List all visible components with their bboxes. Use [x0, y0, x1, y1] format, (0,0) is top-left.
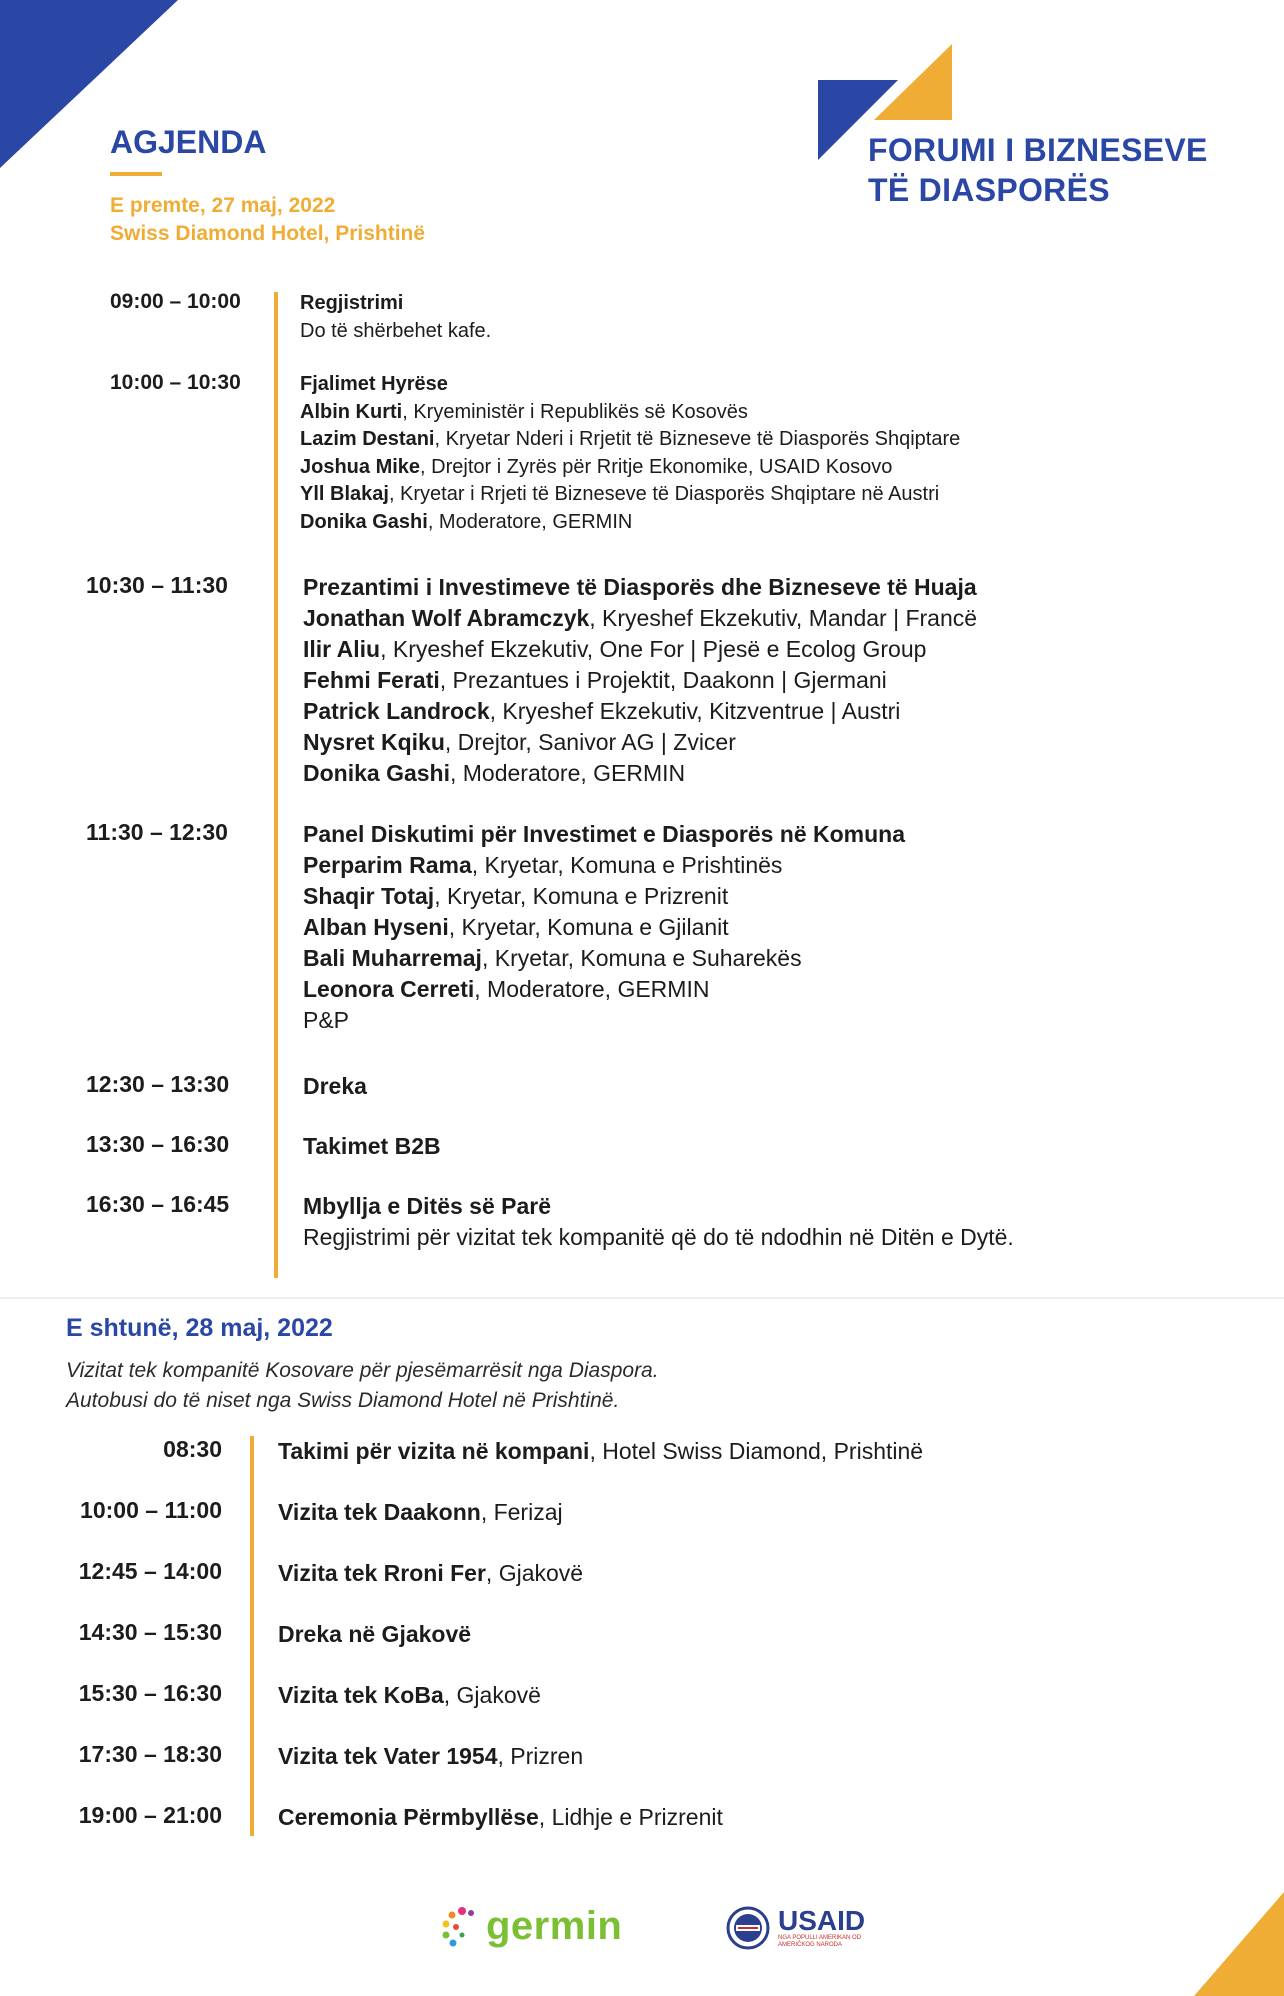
session-line-bold: Albin Kurti — [300, 400, 403, 423]
session-line-text: , Hotel Swiss Diamond, Prishtinë — [589, 1438, 924, 1464]
session-line-text: , Prezantues i Projektit, Daakonn | Gjermani — [439, 667, 887, 693]
session-time: 10:30 – 11:30 — [86, 572, 228, 598]
session-line-bold: Vizita tek Daakonn — [278, 1499, 481, 1525]
germin-logo — [440, 1904, 622, 1949]
session-line-text: , Gjakovë — [485, 1560, 584, 1586]
session-line-bold: Shaqir Totaj — [303, 883, 435, 909]
session-line-text: , Kryetar, Komuna e Prizrenit — [434, 883, 729, 909]
session-time: 12:45 – 14:00 — [78, 1558, 222, 1584]
session-line-text: Do të shërbehet kafe. — [300, 319, 492, 342]
session-line — [303, 1005, 905, 1036]
session-line-bold: Ilir Aliu — [303, 636, 381, 662]
day2-note — [66, 1356, 659, 1416]
session-line — [303, 850, 905, 881]
day1-venue: Swiss Diamond Hotel, Prishtinë — [110, 222, 426, 245]
usaid-logo-text: USAID — [778, 1905, 866, 1936]
session-line-text: , Moderatore, GERMIN — [449, 760, 686, 786]
session-time: 17:30 – 18:30 — [78, 1741, 222, 1767]
session-line-bold: Patrick Landrock — [303, 698, 490, 724]
session-details — [278, 1497, 563, 1528]
session-line-bold: Fehmi Ferati — [303, 667, 440, 693]
session-line-text: , Kryetar Nderi i Rrjetit të Bizneseve të Diasporës Shqiptare — [434, 428, 961, 450]
session-line-text: , Drejtor i Zyrës për Rritje Ekonomike, USAID Kosovo — [420, 455, 893, 478]
session-line-text: , Moderatore, GERMIN — [427, 510, 633, 533]
day2-note-line-1: Vizitat tek kompanitë Kosovare për pjesëmarrësit nga Diaspora. — [66, 1359, 659, 1382]
day2-date: E shtunë, 28 maj, 2022 — [66, 1314, 333, 1342]
session-line-text: P&P — [303, 1007, 350, 1033]
session-line-text: , Ferizaj — [480, 1499, 563, 1525]
session-line — [278, 1497, 563, 1528]
page-title: AGJENDA — [110, 124, 267, 160]
session-line-bold: Vizita tek KoBa — [278, 1682, 444, 1708]
session-details — [303, 1071, 367, 1102]
session-line-bold: Dreka — [303, 1073, 367, 1099]
timeline-line — [274, 560, 278, 1278]
session-line — [300, 290, 491, 318]
session-line — [303, 572, 977, 603]
logo-line-1: FORUMI I BIZNESEVE — [868, 132, 1208, 168]
session-line-bold: Joshua Mike — [300, 455, 421, 478]
session-time: 16:30 – 16:45 — [86, 1191, 230, 1217]
session-details — [278, 1436, 923, 1467]
session-details — [303, 572, 977, 789]
session-line-text: , Drejtor, Sanivor AG | Zvicer — [444, 729, 736, 755]
session-line — [300, 318, 491, 346]
session-details — [278, 1680, 541, 1711]
session-details — [300, 290, 491, 345]
session-line — [303, 819, 905, 850]
session-line-bold: Leonora Cerreti — [303, 976, 475, 1002]
session-line-bold: Fjalimet Hyrëse — [300, 373, 448, 395]
session-time: 14:30 – 15:30 — [78, 1619, 222, 1645]
session-line-text: , Prizren — [497, 1743, 584, 1769]
session-line-bold: Jonathan Wolf Abramczyk — [303, 605, 590, 631]
corner-triangle-bottom-right — [1194, 1892, 1284, 1996]
session-details — [303, 1191, 1014, 1253]
session-line-bold: Takimet B2B — [303, 1133, 441, 1159]
forum-logo-text — [868, 130, 1208, 210]
session-line — [300, 426, 960, 454]
section-divider — [0, 1297, 1284, 1299]
session-line-text: , Moderatore, GERMIN — [474, 976, 710, 1002]
logo-line-2: TË DIASPORËS — [868, 172, 1110, 208]
session-line — [303, 727, 977, 758]
session-line-text: , Kryeministër i Republikës së Kosovës — [402, 400, 748, 423]
day1-header — [110, 192, 425, 248]
session-line-bold: Vizita tek Vater 1954 — [278, 1743, 498, 1769]
session-line — [278, 1436, 923, 1467]
session-line — [278, 1680, 541, 1711]
session-line-bold: Ceremonia Përmbyllëse — [278, 1804, 539, 1830]
usaid-seal-icon — [726, 1906, 770, 1950]
session-line-bold: Prezantimi i Investimeve të Diasporës dhe Bizneseve të Huaja — [303, 574, 977, 600]
session-line — [303, 912, 905, 943]
session-line-bold: Donika Gashi — [300, 510, 428, 533]
session-line-bold: Lazim Destani — [300, 428, 435, 450]
session-details — [278, 1741, 583, 1772]
session-line — [303, 634, 977, 665]
session-line — [303, 943, 905, 974]
session-details — [278, 1619, 471, 1650]
session-line-bold: Nysret Kqiku — [303, 729, 445, 755]
session-line-text: , Kryetar, Komuna e Suharekës — [481, 945, 802, 971]
timeline-line — [274, 292, 278, 560]
session-line-bold: Vizita tek Rroni Fer — [278, 1560, 486, 1586]
timeline-line — [250, 1436, 254, 1836]
usaid-logo — [726, 1906, 868, 1950]
session-line — [303, 1191, 1014, 1222]
germin-dots-icon — [440, 1905, 480, 1949]
session-line — [303, 1131, 441, 1162]
session-time: 12:30 – 13:30 — [86, 1071, 230, 1097]
session-details — [300, 371, 960, 536]
session-line — [300, 509, 960, 537]
session-time: 11:30 – 12:30 — [86, 819, 228, 845]
session-time: 09:00 – 10:00 — [110, 290, 241, 313]
session-time: 13:30 – 16:30 — [86, 1131, 230, 1157]
session-line-bold: Yll Blakaj — [300, 483, 389, 505]
session-details — [278, 1802, 723, 1833]
session-line — [300, 399, 960, 427]
usaid-tagline: NGA POPULLI AMERIKAN OD AMERIČKOG NARODA — [778, 1935, 862, 1948]
session-line — [278, 1741, 583, 1772]
session-time: 19:00 – 21:00 — [78, 1802, 222, 1828]
session-details — [303, 819, 905, 1036]
title-underline — [110, 172, 162, 176]
session-line-bold: Panel Diskutimi për Investimet e Diasporës në Komuna — [303, 821, 906, 847]
session-line — [303, 758, 977, 789]
session-line-text: , Kryeshef Ekzekutiv, Mandar | Francë — [589, 605, 978, 631]
session-line — [303, 603, 977, 634]
session-line-text: , Kryeshef Ekzekutiv, One For | Pjesë e Ecolog Group — [380, 636, 927, 662]
session-line-text: Regjistrimi për vizitat tek kompanitë që do të ndodhin në Ditën e Dytë. — [303, 1224, 1014, 1250]
session-line — [278, 1619, 471, 1650]
germin-logo-text: germin — [486, 1904, 623, 1948]
session-line-bold: Alban Hyseni — [303, 914, 449, 940]
session-line-text: , Gjakovë — [443, 1682, 541, 1708]
session-line-text: , Kryeshef Ekzekutiv, Kitzventrue | Austri — [489, 698, 901, 724]
session-line — [300, 454, 960, 482]
session-time: 10:00 – 11:00 — [80, 1497, 222, 1523]
session-line-bold: Perparim Rama — [303, 852, 472, 878]
session-line-bold: Regjistrimi — [300, 292, 404, 314]
session-line-bold: Takimi për vizita në kompani — [278, 1438, 590, 1464]
session-line — [303, 696, 977, 727]
session-line — [303, 1222, 1014, 1253]
session-line-text: , Lidhje e Prizrenit — [538, 1804, 723, 1830]
session-line-text: , Kryetar, Komuna e Prishtinës — [471, 852, 783, 878]
session-details — [278, 1558, 583, 1589]
session-line — [300, 481, 960, 509]
session-line — [300, 371, 960, 399]
session-line — [303, 881, 905, 912]
session-time: 08:30 — [163, 1436, 222, 1462]
session-line-bold: Mbyllja e Ditës së Parë — [303, 1193, 552, 1219]
session-line — [303, 974, 905, 1005]
session-line-bold: Donika Gashi — [303, 760, 450, 786]
session-time: 15:30 – 16:30 — [78, 1680, 222, 1706]
session-details — [303, 1131, 441, 1162]
session-line — [303, 665, 977, 696]
session-line — [303, 1071, 367, 1102]
session-line-bold: Bali Muharremaj — [303, 945, 482, 971]
session-time: 10:00 – 10:30 — [110, 371, 241, 394]
session-line-bold: Dreka në Gjakovë — [278, 1621, 472, 1647]
session-line-text: , Kryetar, Komuna e Gjilanit — [448, 914, 729, 940]
day2-note-line-2: Autobusi do të niset nga Swiss Diamond Hotel në Prishtinë. — [66, 1389, 620, 1412]
session-line — [278, 1802, 723, 1833]
session-line — [278, 1558, 583, 1589]
session-line-text: , Kryetar i Rrjeti të Bizneseve të Diasporës Shqiptare në Austri — [388, 483, 940, 505]
day1-date: E premte, 27 maj, 2022 — [110, 194, 336, 217]
